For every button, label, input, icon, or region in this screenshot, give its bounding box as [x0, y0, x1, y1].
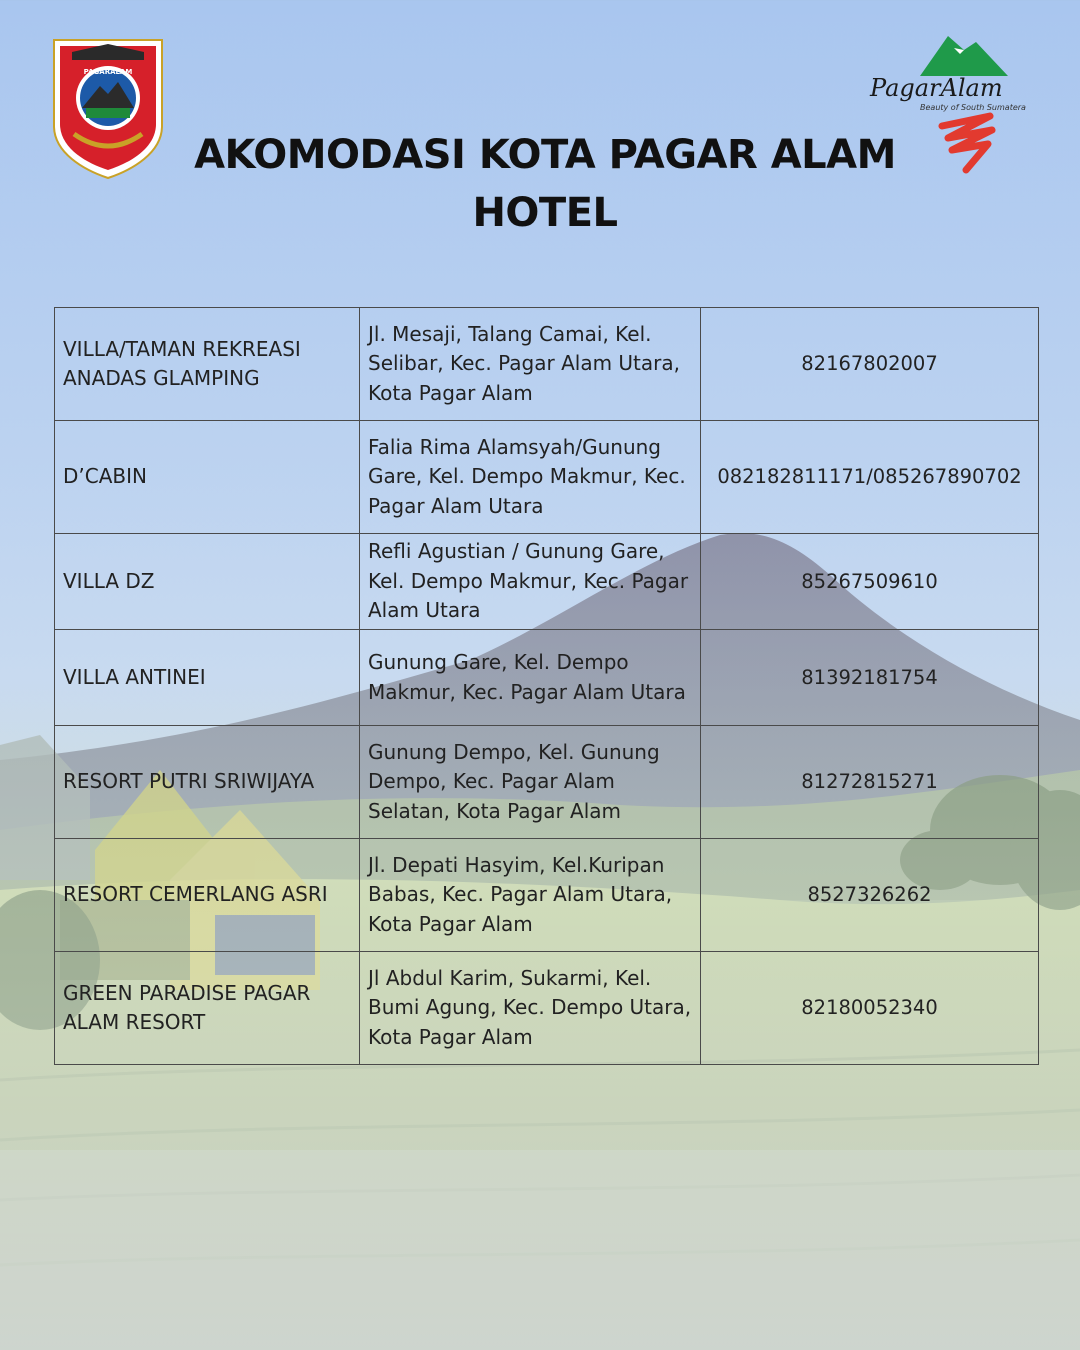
hotel-name-cell: D’CABIN: [55, 421, 360, 534]
hotel-name-cell: VILLA ANTINEI: [55, 630, 360, 726]
hotel-name-cell: GREEN PARADISE PAGAR ALAM RESORT: [55, 952, 360, 1065]
table-row: [55, 421, 1039, 534]
hotel-address-cell: Jl. Mesaji, Talang Camai, Kel. Selibar, Kec. Pagar Alam Utara, Kota Pagar Alam: [360, 308, 701, 421]
hotel-address-cell: Refli Agustian / Gunung Gare, Kel. Dempo Makmur, Kec. Pagar Alam Utara: [360, 534, 701, 630]
hotel-name-cell: VILLA DZ: [55, 534, 360, 630]
hotel-phone-cell: 082182811171/085267890702: [701, 421, 1039, 534]
table-row: [55, 308, 1039, 421]
hotel-address-cell: Gunung Dempo, Kel. Gunung Dempo, Kec. Pagar Alam Selatan, Kota Pagar Alam: [360, 726, 701, 839]
hotel-phone-cell: 85267509610: [701, 534, 1039, 630]
hotel-address-cell: Jl Abdul Karim, Sukarmi, Kel. Bumi Agung, Kec. Dempo Utara, Kota Pagar Alam: [360, 952, 701, 1065]
svg-text:Beauty of South Sumatera: Beauty of South Sumatera: [920, 103, 1026, 112]
page-title: AKOMODASI KOTA PAGAR ALAM: [194, 132, 896, 178]
svg-text:PagarAlam: PagarAlam: [870, 74, 1003, 102]
table-row: [55, 630, 1039, 726]
hotel-phone-cell: 82167802007: [701, 308, 1039, 421]
hotel-name-cell: RESORT PUTRI SRIWIJAYA: [55, 726, 360, 839]
hotel-address-cell: Jl. Depati Hasyim, Kel.Kuripan Babas, Kec. Pagar Alam Utara, Kota Pagar Alam: [360, 839, 701, 952]
hotel-phone-cell: 81392181754: [701, 630, 1039, 726]
table-row: [55, 534, 1039, 630]
hotel-address-cell: Falia Rima Alamsyah/Gunung Gare, Kel. Dempo Makmur, Kec. Pagar Alam Utara: [360, 421, 701, 534]
hotel-address-cell: Gunung Gare, Kel. Dempo Makmur, Kec. Pagar Alam Utara: [360, 630, 701, 726]
accommodation-table: [54, 307, 1039, 1065]
svg-text:PAGARALAM: PAGARALAM: [83, 68, 133, 76]
hotel-phone-cell: 81272815271: [701, 726, 1039, 839]
table-row: [55, 726, 1039, 839]
hotel-name-cell: VILLA/TAMAN REKREASI ANADAS GLAMPING: [55, 308, 360, 421]
hotel-phone-cell: 82180052340: [701, 952, 1039, 1065]
hotel-name-cell: RESORT CEMERLANG ASRI: [55, 839, 360, 952]
hotel-phone-cell: 8527326262: [701, 839, 1039, 952]
table-row: [55, 839, 1039, 952]
table-row: [55, 952, 1039, 1065]
page-subtitle: HOTEL: [472, 190, 618, 236]
